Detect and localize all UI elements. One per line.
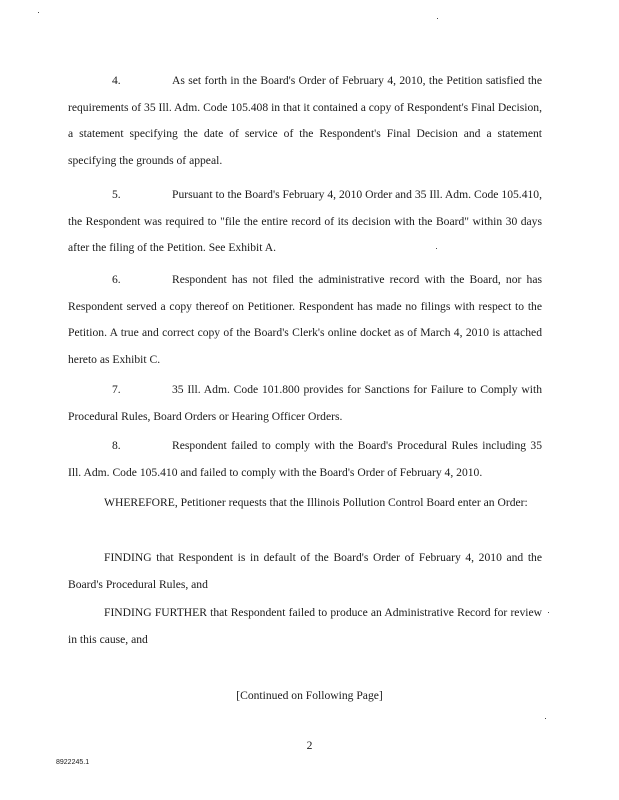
finding-default-text: FINDING that Respondent is in default of the Board's Order of February 4, 2010 and the Board's Procedural Rules, and xyxy=(68,551,542,591)
paragraph-4 xyxy=(68,68,542,174)
paragraph-text: Respondent has not filed the administrative record with the Board, nor has Respondent served a copy thereof on Petitioner. Respondent has made no filings with respect to the Petition. A true and correct copy of the Board's Clerk's online docket as of March 4, 2010 is attached hereto as Exhibit C. xyxy=(68,273,542,366)
scan-speck xyxy=(38,12,39,13)
finding-further-text: FINDING FURTHER that Respondent failed to produce an Administrative Record for review in this cause, and xyxy=(68,606,542,646)
paragraph-text: As set forth in the Board's Order of February 4, 2010, the Petition satisfied the requirements of 35 Ill. Adm. Code 105.408 in that it contained a copy of Respondent's Final Decision, a statement specifying the date of service of the Respondent's Final Decision and a statement specifying the grounds of appeal. xyxy=(68,74,542,167)
paragraph-5 xyxy=(68,182,542,262)
finding-default xyxy=(68,545,542,598)
finding-further xyxy=(68,600,542,653)
scan-speck xyxy=(436,248,437,249)
wherefore-text: WHEREFORE, Petitioner requests that the Illinois Pollution Control Board enter an Order: xyxy=(104,496,528,509)
paragraph-7 xyxy=(68,377,542,430)
paragraph-8 xyxy=(68,433,542,486)
page-number: 2 xyxy=(306,739,313,752)
scan-speck xyxy=(545,718,546,719)
paragraph-number: 7. xyxy=(112,383,121,396)
paragraph-number: 5. xyxy=(112,188,121,201)
paragraph-text: Respondent failed to comply with the Board's Procedural Rules including 35 Ill. Adm. Code 105.410 and failed to comply with the Board's Order of February 4, 2010. xyxy=(68,439,542,479)
document-id: 8922245.1 xyxy=(56,759,90,766)
scan-speck xyxy=(437,18,438,19)
continued-notice: [Continued on Following Page] xyxy=(236,689,383,702)
paragraph-6 xyxy=(68,267,542,373)
paragraph-text: Pursuant to the Board's February 4, 2010 Order and 35 Ill. Adm. Code 105.410, the Respondent was required to "file the entire record of its decision with the Board" within 30 days after the filing of the Petition. See Exhibit A. xyxy=(68,188,542,254)
paragraph-number: 4. xyxy=(112,74,121,87)
scan-speck xyxy=(548,612,549,613)
paragraph-number: 8. xyxy=(112,439,121,452)
paragraph-number: 6. xyxy=(112,273,121,286)
paragraph-text: 35 Ill. Adm. Code 101.800 provides for Sanctions for Failure to Comply with Procedural Rules, Board Orders or Hearing Officer Orders. xyxy=(68,383,542,423)
wherefore-clause xyxy=(68,490,542,517)
